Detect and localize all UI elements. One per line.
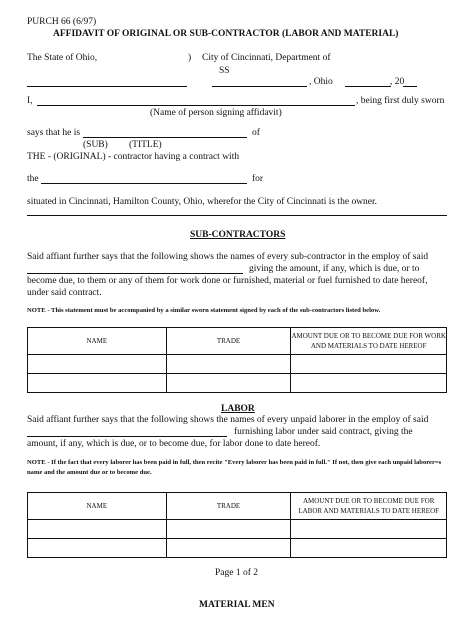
original-text: THE - (ORIGINAL) - contractor having a contract with <box>27 152 240 162</box>
for-text: for <box>252 174 264 184</box>
amount-cell[interactable] <box>291 520 447 539</box>
labor-employer-blank[interactable] <box>27 436 227 437</box>
description-blank[interactable] <box>27 215 447 216</box>
position-blank[interactable] <box>83 137 247 138</box>
amount-cell[interactable] <box>291 374 447 393</box>
table-row <box>28 520 447 539</box>
contract-with-blank[interactable] <box>41 183 247 184</box>
department-blank[interactable] <box>212 86 307 87</box>
city-text: City of Cincinnati, Department of <box>202 53 331 63</box>
trade-cell[interactable] <box>166 520 291 539</box>
venue-paren: ) <box>188 53 192 63</box>
sub-caption: (SUB) <box>83 140 108 150</box>
sub-para-line1: Said affiant further says that the following shows the names of every sub-contractor in the employ of said <box>27 252 429 262</box>
name-cell[interactable] <box>28 520 167 539</box>
labor-heading: LABOR <box>221 404 255 414</box>
page-title: AFFIDAVIT OF ORIGINAL OR SUB-CONTRACTOR (LABOR AND MATERIAL) <box>53 29 399 39</box>
labor-para-line3: amount, if any, which is due, or to become due, for labor done to date hereof. <box>27 439 321 449</box>
table-header-row <box>28 493 447 520</box>
col-amount-header: AMOUNT DUE OR TO BECOME DUE FOR LABOR AND MATERIALS TO DATE HEREOF <box>291 493 447 520</box>
table-row <box>28 355 447 374</box>
col-name-header: NAME <box>28 328 167 355</box>
says-text: says that he is <box>27 128 81 138</box>
year-text: , 20 <box>390 77 405 87</box>
table-row <box>28 374 447 393</box>
sub-employer-blank[interactable] <box>27 273 243 274</box>
form-id: PURCH 66 (6/97) <box>27 17 97 27</box>
labor-para-line1: Said affiant further says that the following shows the names of every unpaid laborer in the employ of said <box>27 415 429 425</box>
table-row <box>28 539 447 558</box>
trade-cell[interactable] <box>166 374 291 393</box>
title-caption: (TITLE) <box>129 140 162 150</box>
amount-cell[interactable] <box>291 355 447 374</box>
material-men-heading: MATERIAL MEN <box>199 600 275 610</box>
amount-cell[interactable] <box>291 539 447 558</box>
table-header-row <box>28 328 447 355</box>
col-trade-header: TRADE <box>166 493 291 520</box>
i-text: I, <box>27 96 33 106</box>
name-cell[interactable] <box>28 355 167 374</box>
of-text: of <box>252 128 260 138</box>
col-amount-header: AMOUNT DUE OR TO BECOME DUE FOR WORK AND MATERIALS TO DATE HEREOF <box>291 328 447 355</box>
date-blank[interactable] <box>345 86 391 87</box>
col-name-header: NAME <box>28 493 167 520</box>
subcontractors-heading: SUB-CONTRACTORS <box>190 230 286 240</box>
affiant-name-blank[interactable] <box>37 105 355 106</box>
the-text: the <box>27 174 39 184</box>
trade-cell[interactable] <box>166 539 291 558</box>
year-blank[interactable] <box>403 86 417 87</box>
sub-note: NOTE - This statement must be accompanied by a similar sworn statement signed by each of the sub-contractors listed below. <box>27 307 381 314</box>
labor-note: NOTE - If the fact that every laborer has been paid in full, then recite "Every laborer has been paid in full." If not, then give each unpaid laborer=s name and the amount due or to become due. <box>27 459 442 476</box>
situated-text: situated in Cincinnati, Hamilton County, Ohio, wherefor the City of Cincinnati is the owner. <box>27 197 378 207</box>
sub-para-line2: giving the amount, if any, which is due, or to <box>249 264 420 274</box>
ss-text: SS <box>219 66 230 76</box>
page-number: Page 1 of 2 <box>215 568 259 578</box>
labor-para-line2: furnishing labor under said contract, giving the <box>234 427 413 437</box>
sub-para-line4: under said contract. <box>27 288 102 298</box>
county-blank[interactable] <box>27 86 187 87</box>
state-text: The State of Ohio, <box>27 53 98 63</box>
name-cell[interactable] <box>28 539 167 558</box>
name-cell[interactable] <box>28 374 167 393</box>
sub-para-line3: become due, to them or any of them for work done or furnished, material or fuel furnished to date hereof, <box>27 276 428 286</box>
labor-table <box>27 492 447 558</box>
name-caption: (Name of person signing affidavit) <box>150 108 282 118</box>
subcontractors-table <box>27 327 447 393</box>
sworn-text: , being first duly sworn <box>356 96 445 106</box>
col-trade-header: TRADE <box>166 328 291 355</box>
ohio-text: , Ohio <box>309 77 333 87</box>
trade-cell[interactable] <box>166 355 291 374</box>
